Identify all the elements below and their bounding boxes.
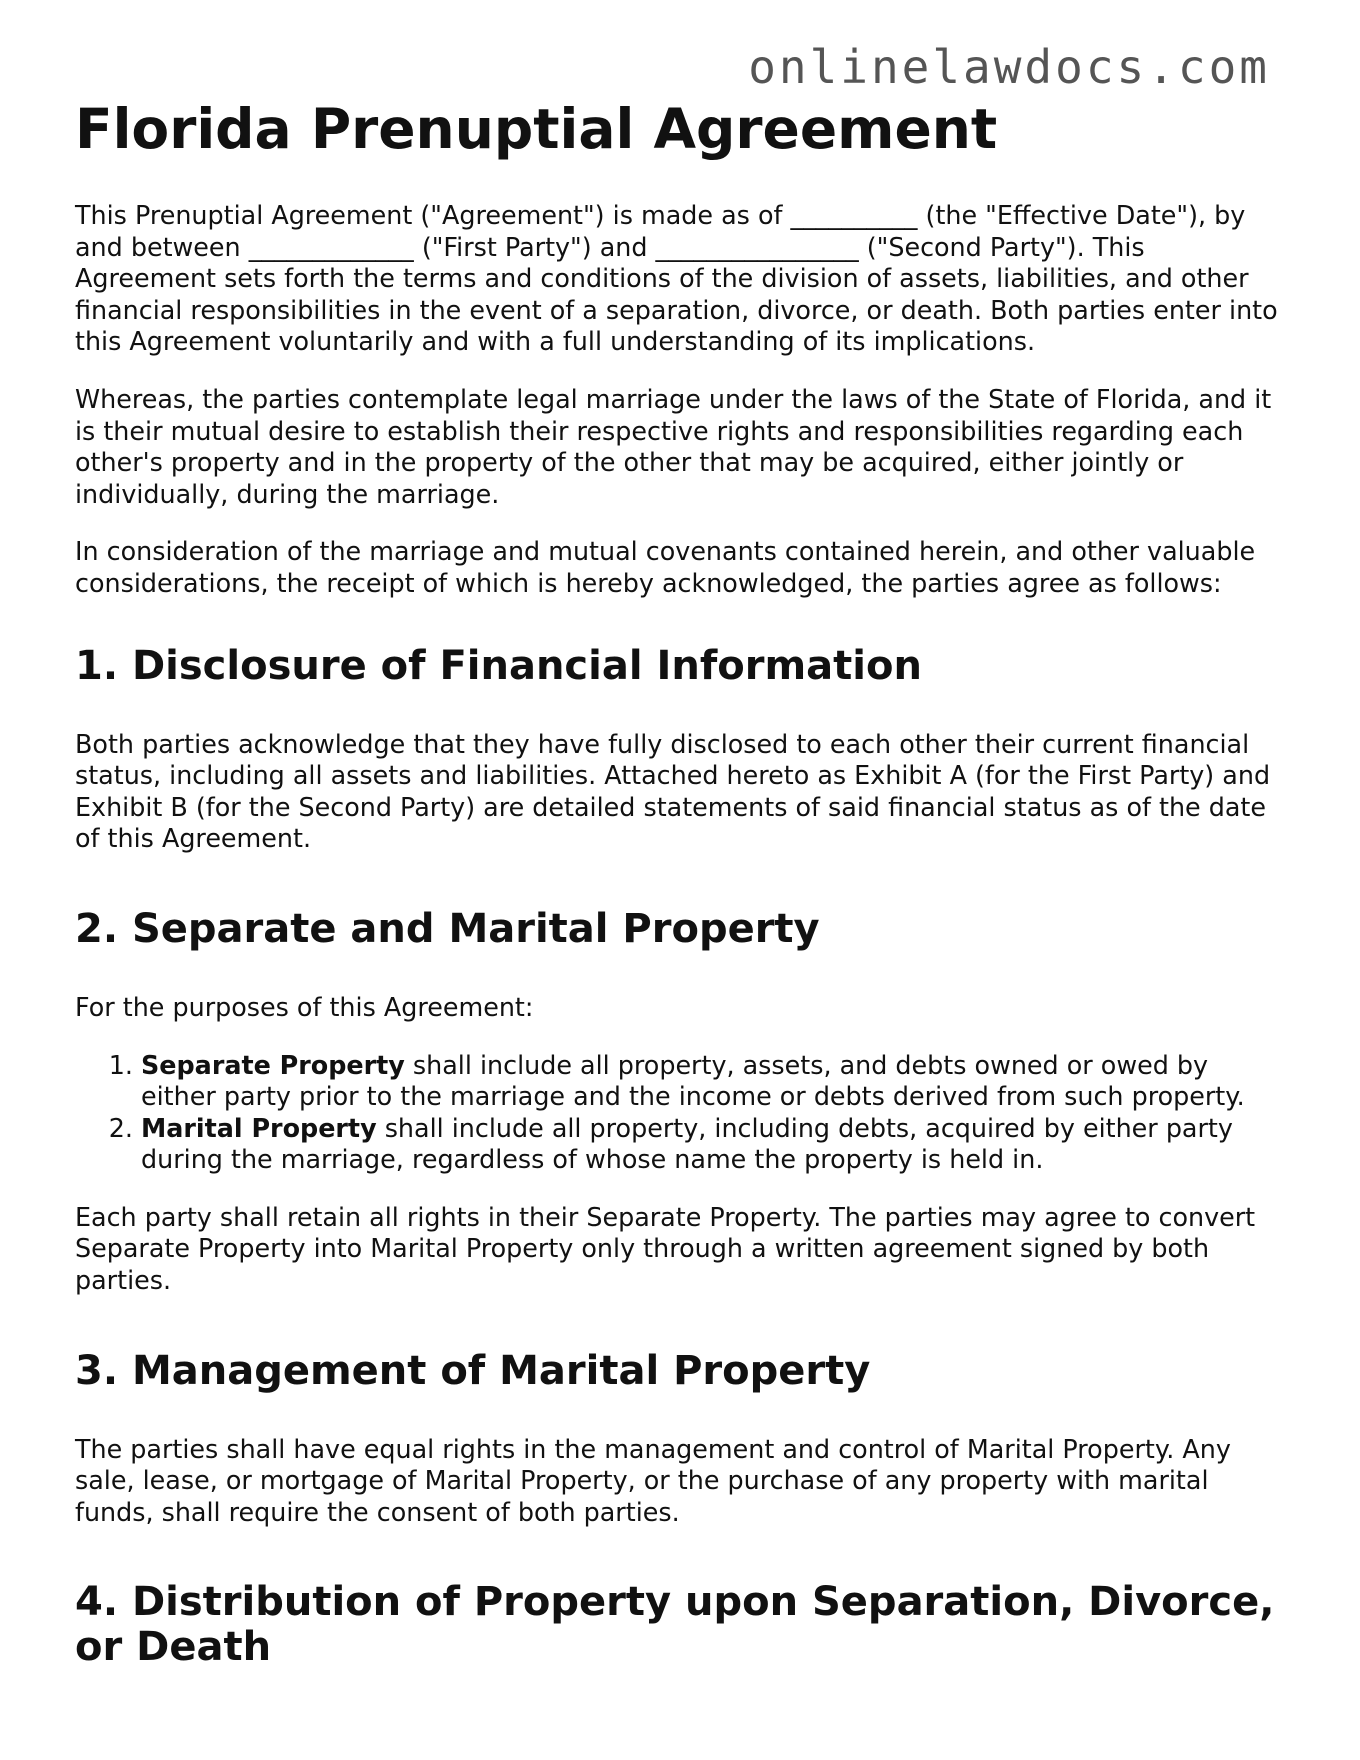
document-title: Florida Prenuptial Agreement xyxy=(75,97,998,161)
section-3-heading: 3. Management of Marital Property xyxy=(75,1347,871,1394)
property-definitions-list xyxy=(75,1050,1285,1176)
term-marital-property: Marital Property xyxy=(141,1112,377,1143)
section-2-heading: 2. Separate and Marital Property xyxy=(75,905,820,952)
intro-paragraph: This Prenuptial Agreement ("Agreement") is made as of __________ (the "Effective Date"), by and between _____________ ("First Party") and ________________ ("Second Party"). This Agreement sets forth the terms and conditions of the division of assets, liabilities, and other financial responsibilities in the event of a separation, divorce, or death. Both parties enter into this Agreement voluntarily and with a full understanding of its implications. xyxy=(75,200,1278,357)
section-1-body: Both parties acknowledge that they have fully disclosed to each other their current financial status, including all assets and liabilities. Attached hereto as Exhibit A (for the First Party) and Exhibit B (for the Second Party) are detailed statements of said financial status as of the date of this Agreement. xyxy=(75,728,1271,854)
definition-text: shall include all property, assets, and debts owned or owed by either party prior to the marriage and the income or debts derived from such property. xyxy=(141,1049,1245,1112)
definition-text: shall include all property, including debts, acquired by either party during the marriage, regardless of whose name the property is held in. xyxy=(141,1112,1233,1175)
term-separate-property: Separate Property xyxy=(141,1049,405,1080)
section-4-heading: 4. Distribution of Property upon Separation, Divorce, or Death xyxy=(75,1579,1275,1671)
document-page xyxy=(75,96,1285,1710)
list-item xyxy=(141,1050,1285,1113)
site-watermark: onlinelawdocs.com xyxy=(748,40,1270,94)
list-item xyxy=(141,1113,1285,1176)
section-2-closing: Each party shall retain all rights in their Separate Property. The parties may agree to convert Separate Property into Marital Property only through a written agreement signed by both parties. xyxy=(75,1201,1256,1296)
section-3-body: The parties shall have equal rights in the management and control of Marital Property. Any sale, lease, or mortgage of Marital Property, or the purchase of any property with marital funds, shall require the consent of both parties. xyxy=(75,1433,1231,1527)
whereas-paragraph: Whereas, the parties contemplate legal marriage under the laws of the State of Florida, and it is their mutual desire to establish their respective rights and responsibilities regarding each other's property and in the property of the other that may be acquired, either jointly or individually, during the marriage. xyxy=(75,383,1272,509)
consideration-paragraph: In consideration of the marriage and mutual covenants contained herein, and other valuable considerations, the receipt of which is hereby acknowledged, the parties agree as follows: xyxy=(75,536,1256,598)
section-2-lead: For the purposes of this Agreement: xyxy=(75,991,534,1022)
section-1-heading: 1. Disclosure of Financial Information xyxy=(75,642,922,689)
